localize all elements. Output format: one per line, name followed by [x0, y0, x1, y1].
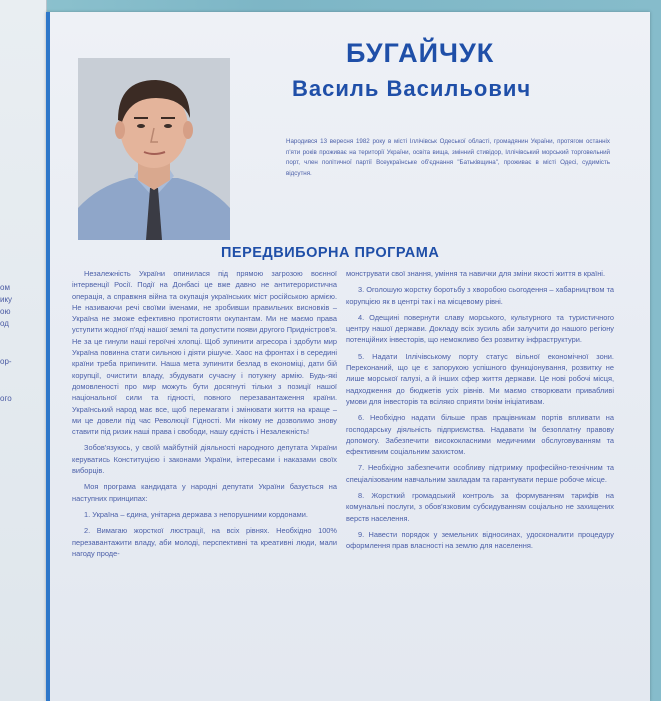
candidate-portrait [78, 58, 230, 240]
program-paragraph: Незалежність України опинилася під прямою загрозою воєнної інтервенції Росії. Події на Донбасі це вже давно не антитерористична операція, а справжня війна та окупація українських міст російською армією. Не називаючи речі своїми іменами, не зробивши правильних висновків – Україна не зможе ефективно протистояти окупантам. Ми не маємо права уступити жодної п'яді нашої землі та допустити появи другого Придністров'я. Не за це гинули наші героїчні хлопці. Щоб зупинити агресора і здобути мир Україна повинна стати сильною і діяти рішуче. Хаос на фронтах і в середині країни треба припинити. Наша мета зупинити безлад в економіці, дати бій корупції, очистити владу, збудувати сучасну і потужну армію. Будь-які домовленості про мир можуть бути досягнуті тільки з позиції нашої національної сили та гідності, повного перезавантаження країни. Український народ має все, щоб перемагати і змінювати життя на краще – ми це довели під час Революції Гідності. Ми нікому не дозволимо знову ставити під ризик наші права і свободи, нашу єдність і Незалежність! [72, 269, 337, 437]
program-paragraph: 6. Необхідно надати більше прав працівникам портів впливати на господарську діяльність підприємства. Надавати їм безоплатну правову допомогу. Забезпечити висококласними медичними обслуговуванням та ефективним соціальним захистом. [346, 413, 614, 457]
program-column-right [346, 268, 614, 557]
campaign-leaflet [46, 12, 650, 701]
program-paragraph: 3. Оголошую жорстку боротьбу з хворобою сьогодення – хабарництвом та корупцією як в центрі так і на місцевому рівні. [346, 285, 614, 306]
candidate-last-name: БУГАЙЧУК [346, 38, 495, 68]
adjacent-poster-fragment [0, 0, 47, 701]
fragment-text: ою [0, 307, 11, 316]
program-paragraph: Моя програма кандидата у народні депутати України базується на наступних принципах: [72, 482, 337, 503]
program-paragraph: Зобов'язуюсь, у своїй майбутній діяльності народного депутата України керуватись Конституцією і законами України, інтересами і наказами своїх виборців. [72, 443, 337, 476]
program-paragraph: 2. Вимагаю жорсткої люстрації, на всіх рівнях. Необхідно 100% перезавантажити владу, аби молоді, перспективні та креативні люди, мали нагоду проде- [72, 526, 337, 558]
accent-stripe [46, 12, 50, 701]
fragment-text: ом [0, 283, 10, 292]
program-paragraph: 4. Одещині повернути славу морського, культурного та туристичного центру нашої держави. Докладу всіх зусиль аби залучити до нашого регіону потенційних інвесторів, що неможливо без розвитку інфраструктури. [346, 312, 614, 345]
program-paragraph: 7. Необхідно забезпечити особливу підтримку професійно-технічним та спеціалізованим навчальним закладам та гарантувати перше робоче місце. [346, 463, 614, 484]
program-paragraph: 9. Навести порядок у земельних відносинах, удосконалити процедуру оформлення прав власності на землю для населення. [346, 529, 614, 551]
program-paragraph: 8. Жорсткий громадський контроль за формуванням тарифів на комунальні послуги, з обов'язковим субсидуванням соціально не захищених верств населення. [346, 491, 614, 523]
program-column-left [72, 268, 337, 564]
fragment-text: ого [0, 394, 12, 403]
program-paragraph: 5. Надати Іллічівському порту статус вільної економічної зони. Переконаний, що це є запорукою успішного функціонування, розвитку не лише морської галузі, а й інших сфер життя держави. Це нові робочі місця, надходження до бюджетів усіх рівнів. Ми маємо створювати привабливі умови для інвесторів та всіляко сприяти їхнім ініціативам. [346, 351, 614, 406]
fragment-text: од [0, 319, 9, 328]
candidate-bio: Народився 13 вересня 1982 року в місті Іллічівськ Одеської області, громадянин України, протягом останніх п'яти років проживає на території України, освіта вища, змінний стивідор, Іллічівський морський торговельний порт, член політичної партії Всеукраїнське об'єднання "Батьківщина", проживає в місті Одесі, судимість відсутня. [286, 138, 610, 177]
candidate-first-name: Василь Васильович [292, 76, 532, 101]
program-title: ПЕРЕДВИБОРНА ПРОГРАМА [221, 245, 440, 261]
program-paragraph: монструвати свої знання, уміння та навички для зміни якості життя в країні. [346, 269, 605, 278]
fragment-text: ику [0, 295, 13, 304]
fragment-text: ор- [0, 357, 12, 366]
program-paragraph: 1. Україна – єдина, унітарна держава з непорушними кордонами. [84, 509, 308, 519]
